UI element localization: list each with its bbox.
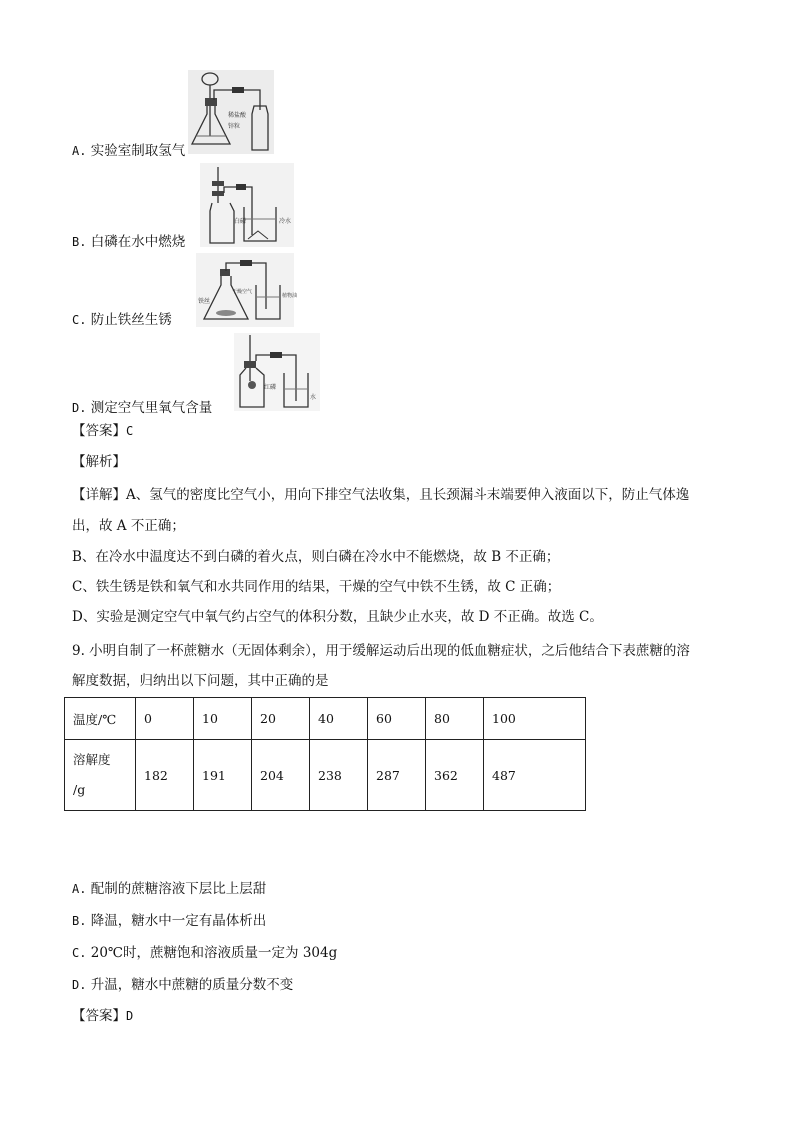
figure-b-label-water: 冷水 [279, 218, 292, 225]
figure-c-label-iron: 铁丝 [198, 298, 211, 305]
apparatus-figure-b [200, 163, 294, 247]
figure-d-label-red-phosphorus: 红磷 [264, 384, 277, 391]
option-text: 防止铁丝生锈 [90, 312, 172, 328]
table-cell: 238 [310, 740, 368, 811]
table-cell: 60 [368, 698, 426, 740]
table-cell: 191 [194, 740, 252, 811]
apparatus-figure-c [196, 253, 298, 327]
figure-c-label-air: 干燥空气 [232, 289, 253, 295]
figure-a-label-zinc: 锌粒 [228, 123, 241, 130]
option-label: B. [72, 914, 87, 928]
solubility-table [64, 697, 586, 811]
option-label: A. [72, 882, 87, 896]
table-cell: 80 [426, 698, 484, 740]
table-cell: 100 [484, 698, 586, 740]
table-cell: 487 [484, 740, 586, 811]
table-cell: 40 [310, 698, 368, 740]
option-label: C. [72, 946, 87, 960]
option-text: 测定空气里氧气含量 [90, 400, 213, 416]
table-header-solubility [65, 740, 136, 811]
apparatus-figure-a [188, 70, 274, 154]
table-row-solubility [65, 740, 586, 811]
option-text: 白磷在水中燃烧 [90, 234, 186, 250]
table-row-temperature [65, 698, 586, 740]
figure-c-label-oil: 植物油 [282, 293, 298, 299]
option-9-a [72, 880, 266, 898]
question-9-line-2: 解度数据，归纳出以下问题，其中正确的是 [72, 673, 329, 689]
option-9-b [72, 912, 266, 930]
option-9-c [72, 944, 337, 962]
option-8-c [72, 311, 172, 329]
option-text: 实验室制取氢气 [90, 143, 186, 159]
option-8-a [72, 142, 185, 160]
answer-value: C [126, 424, 134, 438]
option-label: D. [72, 401, 87, 415]
table-cell: 10 [194, 698, 252, 740]
option-text: 20℃时，蔗糖饱和溶液质量一定为 304g [90, 945, 338, 961]
analysis-title: 【解析】 [72, 454, 126, 470]
solubility-label: 溶解度 [73, 752, 111, 767]
answer-value: D [126, 1009, 134, 1023]
answer-q9 [72, 1007, 133, 1025]
option-8-d [72, 399, 212, 417]
option-text: 降温，糖水中一定有晶体析出 [90, 913, 267, 929]
answer-bracket: 【答案】 [72, 1008, 126, 1024]
table-cell: 362 [426, 740, 484, 811]
figure-a-label-acid: 稀盐酸 [228, 112, 247, 119]
option-text: 配制的蔗糖溶液下层比上层甜 [90, 881, 267, 897]
detail-line-4: C、铁生锈是铁和氧气和水共同作用的结果，干燥的空气中铁不生锈，故 C 正确； [72, 579, 561, 595]
table-cell: 204 [252, 740, 310, 811]
detail-line-1: 【详解】A、氢气的密度比空气小，用向下排空气法收集，且长颈漏斗末端要伸入液面以下，防止气体逸 [72, 487, 690, 503]
detail-line-2: 出，故 A 不正确； [72, 518, 185, 534]
option-8-b [72, 233, 185, 251]
detail-line-3: B、在冷水中温度达不到白磷的着火点，则白磷在冷水中不能燃烧，故 B 不正确； [72, 549, 560, 565]
table-cell: 0 [136, 698, 194, 740]
table-header-temperature: 温度/℃ [65, 698, 136, 740]
option-label: B. [72, 235, 87, 249]
question-9-line-1: 9. 小明自制了一杯蔗糖水（无固体剩余），用于缓解运动后出现的低血糖症状，之后他结合下表蔗糖的溶 [72, 643, 690, 659]
option-label: C. [72, 313, 87, 327]
figure-b-label-phosphorus: 白磷 [234, 218, 247, 225]
option-label: D. [72, 978, 87, 992]
option-text: 升温，糖水中蔗糖的质量分数不变 [90, 977, 294, 993]
answer-q8 [72, 422, 133, 440]
table-cell: 182 [136, 740, 194, 811]
option-9-d [72, 976, 293, 994]
apparatus-figure-d [234, 333, 320, 411]
option-label: A. [72, 144, 87, 158]
table-cell: 287 [368, 740, 426, 811]
figure-d-label-water: 水 [310, 394, 317, 401]
detail-line-5: D、实验是测定空气中氧气约占空气的体积分数，且缺少止水夹，故 D 不正确。故选 C。 [72, 609, 603, 625]
table-cell: 20 [252, 698, 310, 740]
solubility-unit: /g [73, 782, 86, 797]
answer-bracket: 【答案】 [72, 423, 126, 439]
